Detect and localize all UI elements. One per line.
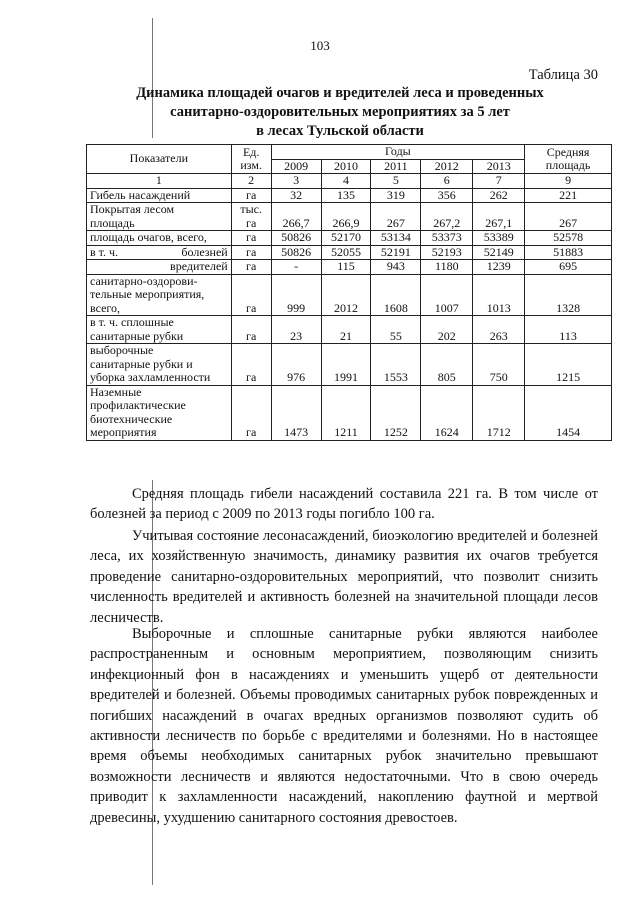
paragraph: Учитывая состояние лесонасаждений, биоэкологию вредителей и болезней леса, их хозяйственную значимость, динамику развития их очагов требуется проведение санитарно-оздоровительных мероприятий, что позволит снизить численность вредителей и активность болезней на значительной площади лесов лесничеств. bbox=[90, 528, 598, 626]
table-cell: 55 bbox=[371, 316, 421, 344]
table-cell: 115 bbox=[321, 260, 371, 275]
row-label bbox=[87, 203, 232, 231]
row-label bbox=[87, 316, 232, 344]
table-cell: 1239 bbox=[473, 260, 525, 275]
header-average-line: Средняя bbox=[546, 144, 590, 159]
row-label-part: болезней bbox=[181, 244, 228, 259]
row-unit-line: га bbox=[246, 187, 257, 202]
row-label-line: санитарные рубки и bbox=[90, 356, 193, 371]
column-number: 2 bbox=[231, 174, 271, 189]
row-label bbox=[87, 274, 232, 316]
table-cell-average: 1454 bbox=[525, 385, 612, 440]
column-number: 9 bbox=[525, 174, 612, 189]
table-cell: 1473 bbox=[271, 385, 321, 440]
table-row bbox=[87, 316, 612, 344]
column-number: 3 bbox=[271, 174, 321, 189]
row-label bbox=[87, 188, 232, 203]
table-cell: 267 bbox=[371, 203, 421, 231]
row-unit bbox=[231, 316, 271, 344]
table-cell: 267,2 bbox=[421, 203, 473, 231]
row-label-line: мероприятия bbox=[90, 425, 157, 439]
table-cell: 943 bbox=[371, 260, 421, 275]
row-label-line: выборочные bbox=[90, 343, 154, 357]
row-label-line: Гибель насаждений bbox=[90, 187, 191, 202]
row-label-line: биотехнические bbox=[90, 411, 173, 426]
table-cell: 52055 bbox=[321, 245, 371, 260]
header-indicators: Показатели bbox=[87, 145, 232, 174]
row-label-line: Наземные bbox=[90, 384, 142, 399]
table-cell-average: 51883 bbox=[525, 245, 612, 260]
row-unit bbox=[231, 203, 271, 231]
table-cell: 356 bbox=[421, 188, 473, 203]
header-year: 2011 bbox=[371, 159, 421, 174]
row-label bbox=[87, 231, 232, 246]
table-cell: 32 bbox=[271, 188, 321, 203]
header-year: 2010 bbox=[321, 159, 371, 174]
table-cell: 1624 bbox=[421, 385, 473, 440]
table-cell: 976 bbox=[271, 344, 321, 386]
table-cell: 1180 bbox=[421, 260, 473, 275]
column-number: 5 bbox=[371, 174, 421, 189]
table-cell-average: 52578 bbox=[525, 231, 612, 246]
row-label bbox=[87, 344, 232, 386]
table-cell: 52149 bbox=[473, 245, 525, 260]
table-cell: 266,7 bbox=[271, 203, 321, 231]
row-unit-line: га bbox=[246, 300, 257, 315]
column-number: 7 bbox=[473, 174, 525, 189]
row-label-line: санитарные рубки bbox=[90, 328, 184, 343]
row-unit-line: га bbox=[246, 259, 257, 273]
table-row bbox=[87, 344, 612, 386]
table-cell: 135 bbox=[321, 188, 371, 203]
table-cell: 1013 bbox=[473, 274, 525, 316]
paragraph: Средняя площадь гибели насаждений составила 221 га. В том числе от болезней за период с 2009 по 2013 годы погибло 100 га. bbox=[90, 486, 598, 523]
row-label-line: площадь очагов, всего, bbox=[90, 230, 207, 244]
title-line: санитарно-оздоровительных мероприятиях за 5 лет bbox=[170, 104, 510, 120]
table-cell: 1991 bbox=[321, 344, 371, 386]
table-row bbox=[87, 245, 612, 260]
table-cell: 1007 bbox=[421, 274, 473, 316]
table-cell: 263 bbox=[473, 316, 525, 344]
row-unit-line: тыс. bbox=[240, 202, 262, 216]
row-label-line: в т. ч. сплошные bbox=[90, 315, 174, 329]
row-label-line: вредителей bbox=[170, 259, 228, 273]
table-row bbox=[87, 274, 612, 316]
row-unit bbox=[231, 344, 271, 386]
table-title bbox=[60, 84, 620, 141]
row-label-line: Покрытая лесом bbox=[90, 202, 175, 216]
row-unit bbox=[231, 385, 271, 440]
table-row bbox=[87, 385, 612, 440]
table-cell: 52193 bbox=[421, 245, 473, 260]
table-row bbox=[87, 260, 612, 275]
table-cell: 1211 bbox=[321, 385, 371, 440]
table-cell: 267,1 bbox=[473, 203, 525, 231]
row-unit bbox=[231, 188, 271, 203]
title-line: Динамика площадей очагов и вредителей леса и проведенных bbox=[136, 85, 544, 101]
row-unit-line: га bbox=[246, 370, 257, 384]
table-row bbox=[87, 203, 612, 231]
table-cell: 1712 bbox=[473, 385, 525, 440]
table-cell: 805 bbox=[421, 344, 473, 386]
table-cell: 52170 bbox=[321, 231, 371, 246]
table-cell: 266,9 bbox=[321, 203, 371, 231]
row-label bbox=[87, 385, 232, 440]
table-cell-average: 221 bbox=[525, 188, 612, 203]
row-label-part: в т. ч. bbox=[90, 244, 119, 259]
table-cell: 52191 bbox=[371, 245, 421, 260]
row-label-line: уборка захламленности bbox=[90, 370, 211, 384]
row-label-line: тельные мероприятия, bbox=[90, 287, 205, 301]
row-label-pair bbox=[90, 246, 228, 260]
header-unit-line: изм. bbox=[240, 158, 262, 172]
table-cell: 202 bbox=[421, 316, 473, 344]
table-cell: 23 bbox=[271, 316, 321, 344]
row-unit bbox=[231, 274, 271, 316]
row-label-line: профилактические bbox=[90, 398, 186, 412]
table-cell: 50826 bbox=[271, 245, 321, 260]
row-unit-line: га bbox=[246, 215, 257, 230]
table-cell-average: 695 bbox=[525, 260, 612, 275]
row-unit-line: га bbox=[246, 244, 257, 259]
row-label-line: площадь bbox=[90, 215, 135, 230]
header-years: Годы bbox=[271, 145, 525, 160]
table-cell: 21 bbox=[321, 316, 371, 344]
header-year: 2012 bbox=[421, 159, 473, 174]
table-cell: 53389 bbox=[473, 231, 525, 246]
table-cell: 1553 bbox=[371, 344, 421, 386]
table-cell: 2012 bbox=[321, 274, 371, 316]
column-number: 6 bbox=[421, 174, 473, 189]
header-average-line: площадь bbox=[545, 158, 591, 172]
row-label-line: всего, bbox=[90, 300, 121, 315]
table-cell: 1252 bbox=[371, 385, 421, 440]
header-year: 2013 bbox=[473, 159, 525, 174]
table-cell: 999 bbox=[271, 274, 321, 316]
page-number: 103 bbox=[310, 38, 330, 53]
table-cell: 53373 bbox=[421, 231, 473, 246]
column-number: 1 bbox=[87, 174, 232, 189]
column-number: 4 bbox=[321, 174, 371, 189]
row-unit bbox=[231, 260, 271, 275]
table-cell: 262 bbox=[473, 188, 525, 203]
row-unit bbox=[231, 231, 271, 246]
header-unit-line: Ед. bbox=[242, 144, 260, 159]
table-cell-average: 1215 bbox=[525, 344, 612, 386]
table-cell: 319 bbox=[371, 188, 421, 203]
table-cell: 53134 bbox=[371, 231, 421, 246]
row-unit-line: га bbox=[246, 328, 257, 343]
row-unit bbox=[231, 245, 271, 260]
table-cell: 1608 bbox=[371, 274, 421, 316]
table-caption: Таблица 30 bbox=[528, 67, 598, 83]
table-cell-average: 267 bbox=[525, 203, 612, 231]
table-cell: 50826 bbox=[271, 231, 321, 246]
row-label bbox=[87, 260, 232, 275]
title-line: в лесах Тульской области bbox=[256, 123, 424, 139]
header-year: 2009 bbox=[271, 159, 321, 174]
table-cell: 750 bbox=[473, 344, 525, 386]
row-unit-line: га bbox=[246, 425, 257, 439]
paragraph: Выборочные и сплошные санитарные рубки являются наиболее распространенным и основным мероприятием, позволяющим снизить инфекционный фон в насаждениях и уменьшить ущерб от деятельности вредителей и болезней. Объемы проводимых санитарных рубок поврежденных и погибших насаждений в очагах вредных организмов позволяют судить об активности лесничеств по борьбе с вредителями и болезнями. Но в настоящее время объемы необходимых санитарных рубок значительно превышают возможности лесничеств и являются недостаточными. Что в свою очередь приводит к захламленности насаждений, накоплению фаутной и мертвой древесины, ухудшению санитарного состояния древостоев. bbox=[90, 626, 598, 826]
table-cell: - bbox=[271, 260, 321, 275]
row-label-line: санитарно-оздорови- bbox=[90, 273, 198, 288]
row-label bbox=[87, 245, 232, 260]
table-row bbox=[87, 188, 612, 203]
table-cell-average: 1328 bbox=[525, 274, 612, 316]
header-unit bbox=[231, 145, 271, 174]
table-row bbox=[87, 231, 612, 246]
table-cell-average: 113 bbox=[525, 316, 612, 344]
header-average bbox=[525, 145, 612, 174]
data-table bbox=[86, 144, 612, 441]
row-unit-line: га bbox=[246, 230, 257, 244]
